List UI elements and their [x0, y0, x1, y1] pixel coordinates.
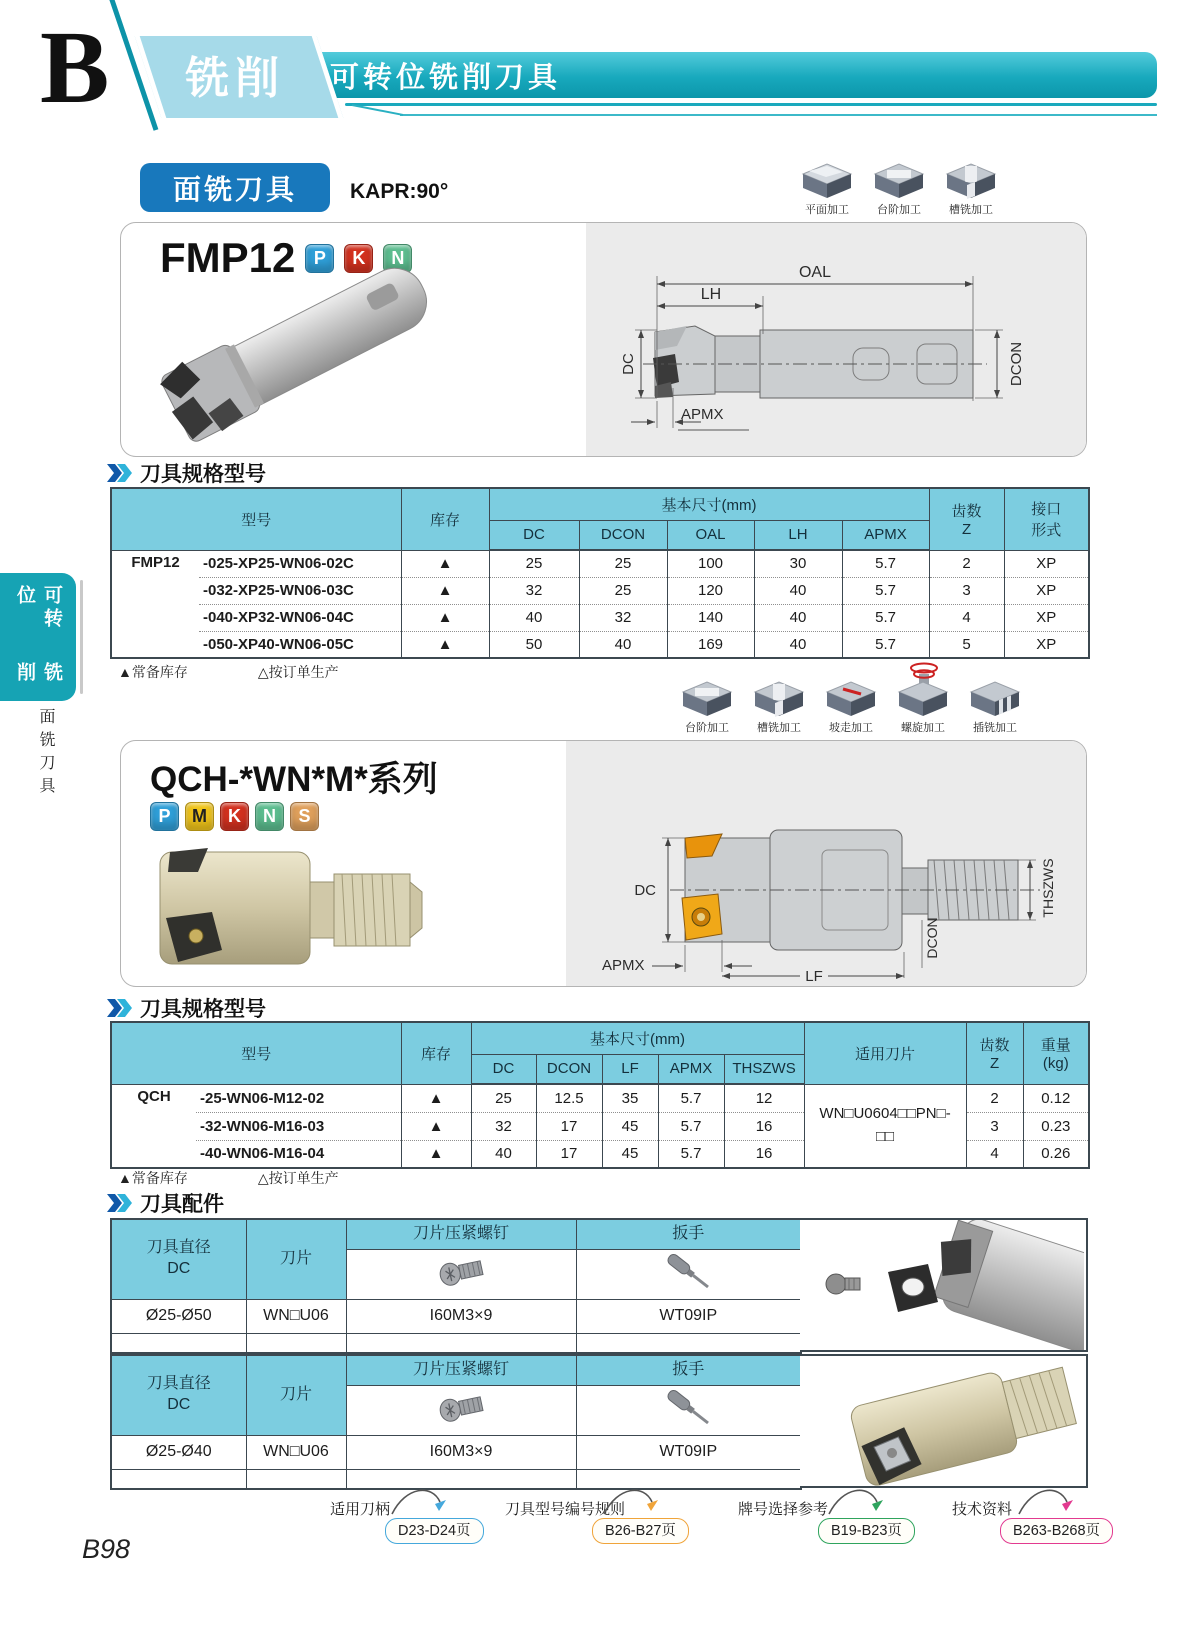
- col-model: 型号: [111, 488, 401, 550]
- brand-cell: FMP12: [111, 550, 199, 658]
- sidebar-tab-line1: 可转位: [14, 585, 62, 631]
- step-machining-icon: [679, 672, 735, 718]
- col-model: 型号: [111, 1022, 401, 1084]
- table-row: -040-XP32-WN06-04C ▲ 40 32 140 40 5.7 4 XP: [111, 604, 1089, 631]
- clamp-screw-icon: [433, 1252, 489, 1292]
- grade-badge-n: N: [255, 802, 284, 831]
- mode-label: 槽铣加工: [757, 722, 801, 734]
- screw-photo-cell: [346, 1385, 576, 1435]
- svg-text:APMX: APMX: [681, 406, 724, 423]
- svg-text:DCON: DCON: [924, 917, 940, 959]
- fmp12-exploded-photo: [800, 1220, 1084, 1350]
- sidebar-tab-indexable-milling[interactable]: [0, 573, 76, 701]
- svg-text:DC: DC: [634, 882, 656, 899]
- qch-spec-table: [110, 1021, 1090, 1169]
- series-name: QCH-*WN*M*系列: [150, 760, 438, 799]
- footer-link-page-shank[interactable]: D23-D24页: [385, 1518, 484, 1544]
- table-row: QCH -25-WN06-M12-02 ▲ 25 12.5 35 5.7 12 WN□U0604□□PN□- □□ 2 0.12: [111, 1084, 1089, 1112]
- col-lf: LF: [602, 1054, 658, 1084]
- page-number: B98: [82, 1534, 131, 1564]
- footer-arrow-1: [388, 1478, 452, 1520]
- accessory-photo-panel-2: [800, 1354, 1088, 1488]
- wrench-photo-cell: [576, 1249, 801, 1299]
- svg-text:LF: LF: [805, 968, 823, 985]
- footer-link-page-grade[interactable]: B19-B23页: [818, 1518, 915, 1544]
- qch-tool-photo-small: [800, 1356, 1084, 1486]
- grade-badge-p: P: [305, 244, 334, 273]
- accessory-row: Ø25-Ø50 WN□U06 I60M3×9 WT09IP: [111, 1299, 801, 1333]
- double-chevron-icon: [106, 463, 132, 483]
- svg-text:APMX: APMX: [602, 957, 645, 974]
- col-apmx: APMX: [842, 520, 929, 550]
- plunge-machining-icon: [967, 672, 1023, 718]
- grade-badge-k: K: [344, 244, 373, 273]
- clamp-screw-icon: [433, 1388, 489, 1428]
- mode-label: 平面加工: [805, 204, 849, 216]
- footer-link-label-numbering: 刀具型号编号规则: [505, 1501, 626, 1518]
- accessory-row: Ø25-Ø40 WN□U06 I60M3×9 WT09IP: [111, 1435, 801, 1469]
- accessories-table-1: [110, 1218, 802, 1354]
- stock-legend-1: ▲常备库存 △按订单生产: [118, 664, 339, 680]
- table-row: -32-WN06-M16-03 ▲ 32 17 45 5.7 16 3 0.23: [111, 1112, 1089, 1140]
- table-row: -050-XP40-WN06-05C ▲ 50 40 169 40 5.7 5 XP: [111, 631, 1089, 658]
- spec-heading-2: 刀具规格型号: [106, 993, 266, 1023]
- mode-label: 坡走加工: [829, 722, 873, 734]
- col-weight: 重量 (kg): [1023, 1022, 1089, 1084]
- footer-link-page-numbering[interactable]: B26-B27页: [592, 1518, 689, 1544]
- slot-machining-icon: [751, 672, 807, 718]
- milling-tab-label: 铣削: [185, 54, 285, 103]
- col-stock: 库存: [401, 488, 489, 550]
- table-row: -40-WN06-M16-04 ▲ 40 17 45 5.7 16 4 0.26: [111, 1140, 1089, 1168]
- series-title-qch: [150, 752, 438, 802]
- footer-link-label-shank: 适用刀柄: [330, 1501, 391, 1518]
- mode-label: 槽铣加工: [949, 204, 993, 216]
- face-machining-icon: [799, 158, 855, 200]
- stock-legend-2: ▲常备库存 △按订单生产: [118, 1170, 339, 1186]
- footer-link-label-grade: 牌号选择参考: [738, 1501, 829, 1518]
- col-teeth: 齿数 Z: [929, 488, 1004, 550]
- table-row: FMP12 -025-XP25-WN06-02C ▲ 25 25 100 30 5.7 2 XP: [111, 550, 1089, 577]
- col-tool-dia: 刀具直径 DC: [111, 1355, 246, 1435]
- col-oal: OAL: [667, 520, 754, 550]
- col-tool-dia: 刀具直径 DC: [111, 1219, 246, 1299]
- col-teeth: 齿数 Z: [966, 1022, 1023, 1084]
- col-wrench: 扳手: [576, 1355, 801, 1385]
- col-insert: 刀片: [246, 1355, 346, 1435]
- slot-machining-icon: [943, 158, 999, 200]
- qch-dimension-drawing: [570, 780, 1070, 985]
- col-insert: 适用刀片: [804, 1022, 966, 1084]
- double-chevron-icon: [106, 1193, 132, 1213]
- accessories-table-2: [110, 1354, 802, 1490]
- col-dc: DC: [471, 1054, 536, 1084]
- svg-text:LH: LH: [700, 286, 722, 303]
- footer-arrow-2: [600, 1478, 664, 1520]
- category-box: [140, 163, 330, 212]
- qch-grade-badges: [150, 802, 319, 831]
- header-rule-2: [400, 114, 1157, 116]
- svg-text:OAL: OAL: [798, 264, 832, 281]
- svg-text:DCON: DCON: [1008, 341, 1025, 387]
- col-insert: 刀片: [246, 1219, 346, 1299]
- helical-machining-icon: [895, 660, 951, 718]
- footer-arrow-3: [825, 1478, 889, 1520]
- category-label: 面铣刀具: [172, 173, 297, 205]
- qch-tool-photo: [138, 830, 438, 980]
- footer-link-label-technical: 技术资料: [952, 1501, 1013, 1518]
- col-screw: 刀片压紧螺钉: [346, 1355, 576, 1385]
- accessory-photo-panel-1: [800, 1218, 1088, 1352]
- col-dims: 基本尺寸(mm): [489, 488, 929, 520]
- ramp-machining-icon: [823, 672, 879, 718]
- svg-text:DC: DC: [620, 353, 637, 375]
- screw-photo-cell: [346, 1249, 576, 1299]
- wrench-photo-cell: [576, 1385, 801, 1435]
- double-chevron-icon: [106, 998, 132, 1018]
- col-dc: DC: [489, 520, 579, 550]
- wrench-icon: [660, 1388, 716, 1428]
- page-title: 可转位铣削刀具: [330, 61, 562, 94]
- grade-badge-k: K: [220, 802, 249, 831]
- col-thszws: THSZWS: [724, 1054, 804, 1084]
- sidebar-tab-line2: 铣削: [14, 661, 62, 685]
- col-apmx: APMX: [658, 1054, 724, 1084]
- insert-cell: WN□U0604□□PN□- □□: [804, 1084, 966, 1168]
- accessories-heading: 刀具配件: [106, 1188, 224, 1218]
- fmp12-dimension-drawing: [585, 246, 1065, 451]
- series-name: FMP12: [160, 234, 296, 281]
- empty-row: [111, 1469, 801, 1489]
- col-dims: 基本尺寸(mm): [471, 1022, 804, 1054]
- brand-cell: QCH: [111, 1084, 196, 1168]
- footer-link-page-technical[interactable]: B263-B268页: [1000, 1518, 1113, 1544]
- footer-arrow-4: [1015, 1478, 1079, 1520]
- kapr-label: KAPR:90°: [350, 180, 449, 203]
- empty-row: [111, 1333, 801, 1353]
- sidebar-category-label: 面铣刀具: [37, 708, 54, 800]
- grade-badge-s: S: [290, 802, 319, 831]
- mode-label: 台阶加工: [685, 722, 729, 734]
- grade-badge-n: N: [383, 244, 412, 273]
- col-lh: LH: [754, 520, 842, 550]
- col-stock: 库存: [401, 1022, 471, 1084]
- section-letter: B: [40, 10, 110, 125]
- col-screw: 刀片压紧螺钉: [346, 1219, 576, 1249]
- table-row: -032-XP25-WN06-03C ▲ 32 25 120 40 5.7 3 XP: [111, 577, 1089, 604]
- fmp12-tool-photo: [128, 246, 478, 451]
- step-machining-icon: [871, 158, 927, 200]
- svg-text:THSZWS: THSZWS: [1040, 858, 1056, 918]
- wrench-icon: [660, 1252, 716, 1292]
- grade-badge-m: M: [185, 802, 214, 831]
- col-wrench: 扳手: [576, 1219, 801, 1249]
- mode-label: 台阶加工: [877, 204, 921, 216]
- col-dcon: DCON: [536, 1054, 602, 1084]
- grade-badge-p: P: [150, 802, 179, 831]
- mode-label: 螺旋加工: [901, 722, 945, 734]
- col-interface: 接口 形式: [1004, 488, 1089, 550]
- header-rule-1: [345, 103, 1157, 106]
- mode-label: 插铣加工: [973, 722, 1017, 734]
- col-dcon: DCON: [579, 520, 667, 550]
- spec-heading-1: 刀具规格型号: [106, 458, 266, 488]
- sidebar-divider: [80, 580, 83, 694]
- fmp12-spec-table: [110, 487, 1090, 659]
